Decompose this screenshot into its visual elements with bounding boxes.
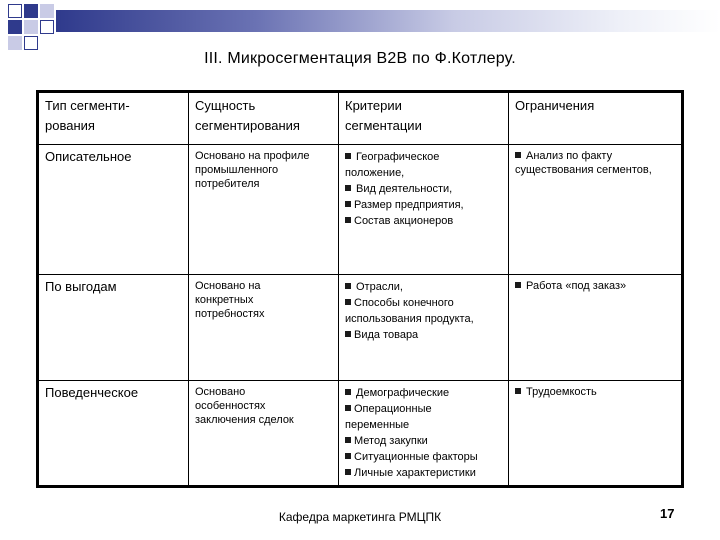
header-criteria-line2: сегментации — [345, 118, 422, 133]
table-row — [39, 145, 682, 275]
bullet-icon — [515, 152, 521, 158]
criteria-text: Демографические — [356, 387, 450, 399]
header-criteria-line1: Критерии — [345, 98, 402, 113]
limits-text: существования сегментов, — [515, 164, 652, 176]
bullet-icon — [345, 283, 351, 289]
row-essence — [189, 145, 339, 275]
essence-line: конкретных — [195, 294, 254, 306]
header-limits-text: Ограничения — [515, 98, 595, 113]
criteria-item — [345, 327, 502, 343]
limits-item — [515, 279, 675, 293]
bullet-icon — [345, 453, 351, 459]
page-number: 17 — [660, 506, 675, 521]
square-shape — [8, 4, 22, 18]
bullet-icon — [515, 388, 521, 394]
square-shape — [40, 4, 54, 18]
criteria-item — [345, 213, 502, 229]
criteria-item — [345, 465, 502, 481]
criteria-item — [345, 433, 502, 449]
row-type: Поведенческое — [39, 381, 189, 486]
table-header-row — [39, 93, 682, 145]
bullet-icon — [345, 389, 351, 395]
criteria-item — [345, 385, 502, 401]
square-shape — [8, 20, 22, 34]
criteria-item — [345, 181, 502, 197]
criteria-text: Отрасли, — [356, 281, 403, 293]
criteria-text: использования продукта, — [345, 313, 474, 325]
essence-line: Основано на — [195, 280, 261, 292]
criteria-text: Вида товара — [354, 329, 419, 341]
limits-item — [515, 149, 675, 163]
row-essence — [189, 275, 339, 381]
essence-line: потребностях — [195, 308, 265, 320]
limits-item — [515, 385, 675, 399]
square-shape — [40, 20, 54, 34]
header-limits — [509, 93, 682, 145]
header-type-line1: Тип сегменти- — [45, 98, 130, 113]
limits-text: Анализ по факту — [526, 150, 613, 162]
row-essence — [189, 381, 339, 486]
table-row — [39, 381, 682, 486]
footer-text: Кафедра маркетинга РМЦПК — [278, 510, 442, 524]
row-type: Описательное — [39, 145, 189, 275]
limits-text: Трудоемкость — [526, 386, 597, 398]
criteria-text: Операционные — [354, 403, 432, 415]
essence-line: особенностях — [195, 400, 266, 412]
criteria-text: переменные — [345, 419, 410, 431]
row-criteria — [339, 275, 509, 381]
square-shape — [24, 36, 38, 50]
essence-line: Основано на профиле — [195, 150, 310, 162]
decorative-squares — [0, 0, 60, 50]
criteria-text: Размер предприятия, — [354, 199, 464, 211]
header-gradient-bar — [56, 10, 720, 32]
row-limits — [509, 381, 682, 486]
criteria-text: Ситуационные факторы — [354, 451, 478, 463]
bullet-icon — [345, 299, 351, 305]
criteria-item — [345, 401, 502, 417]
slide-title: III. Микросегментация В2В по Ф.Котлеру. — [204, 50, 516, 67]
square-shape — [24, 20, 38, 34]
criteria-text: Способы конечного — [354, 297, 454, 309]
criteria-item — [345, 449, 502, 465]
bullet-icon — [345, 437, 351, 443]
segmentation-table — [36, 90, 684, 488]
row-limits — [509, 145, 682, 275]
essence-line: потребителя — [195, 178, 260, 190]
bullet-icon — [345, 405, 351, 411]
criteria-item — [345, 295, 502, 311]
header-essence-line2: сегментирования — [195, 118, 300, 133]
criteria-text: положение, — [345, 167, 405, 179]
row-type: По выгодам — [39, 275, 189, 381]
bullet-icon — [515, 282, 521, 288]
limits-text: Работа «под заказ» — [526, 280, 627, 292]
bullet-icon — [345, 217, 351, 223]
essence-line: промышленного — [195, 164, 279, 176]
criteria-text: Географическое — [356, 151, 440, 163]
criteria-item — [345, 279, 502, 295]
criteria-text: Метод закупки — [354, 435, 428, 447]
table-row — [39, 275, 682, 381]
criteria-text: Состав акционеров — [354, 215, 454, 227]
header-essence-line1: Сущность — [195, 98, 256, 113]
row-criteria — [339, 145, 509, 275]
essence-line: Основано — [195, 386, 246, 398]
bullet-icon — [345, 331, 351, 337]
bullet-icon — [345, 185, 351, 191]
header-criteria — [339, 93, 509, 145]
header-type — [39, 93, 189, 145]
square-shape — [8, 36, 22, 50]
criteria-item — [345, 149, 502, 165]
criteria-text: Личные характеристики — [354, 467, 476, 479]
row-limits — [509, 275, 682, 381]
bullet-icon — [345, 469, 351, 475]
bullet-icon — [345, 153, 351, 159]
criteria-text: Вид деятельности, — [356, 183, 453, 195]
essence-line: заключения сделок — [195, 414, 294, 426]
row-criteria — [339, 381, 509, 486]
square-shape — [24, 4, 38, 18]
bullet-icon — [345, 201, 351, 207]
header-type-line2: рования — [45, 118, 95, 133]
criteria-item — [345, 197, 502, 213]
header-essence — [189, 93, 339, 145]
